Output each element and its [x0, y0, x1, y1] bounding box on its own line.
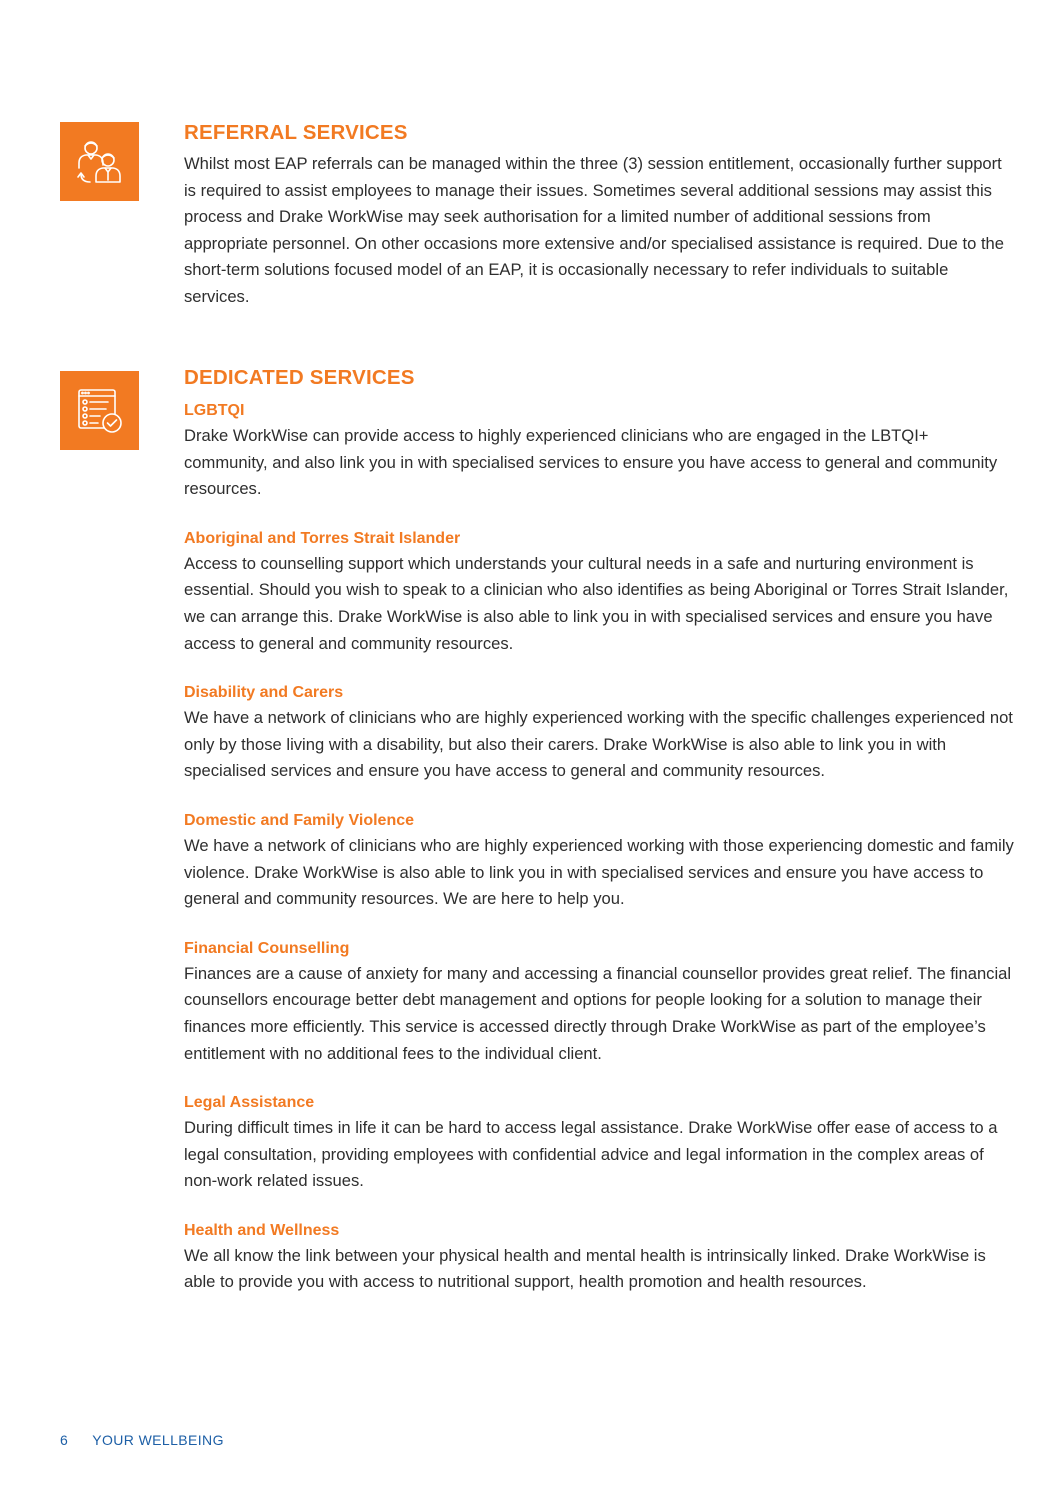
footer-label: YOUR WELLBEING [92, 1432, 224, 1448]
page-number: 6 [60, 1432, 69, 1448]
subsection-body: We have a network of clinicians who are highly experienced working with the specific challenges experienced not only by those living with a disability, but also their carers. Drake WorkWise is also able to link you in with specialised services and ensure you have access to general and community resources. [184, 708, 1013, 781]
subsection-financial [184, 937, 1014, 1067]
referral-services-title: REFERRAL SERVICES [184, 121, 408, 144]
subsection-disability [184, 681, 1014, 785]
subsection-heading: Health and Wellness [184, 1221, 340, 1239]
people-referral-icon [60, 122, 139, 201]
subsection-heading: Disability and Carers [184, 684, 344, 702]
dedicated-services-section [184, 364, 1014, 1296]
subsection-body: We all know the link between your physical health and mental health is intrinsically linked. Drake WorkWise is able to provide you with access to nutritional support, health promotion and health resources. [184, 1245, 986, 1292]
subsection-body: Drake WorkWise can provide access to highly experienced clinicians who are engaged in the LBTQI+ community, and also link you in with specialised services to ensure you have access to general and community resources. [184, 426, 998, 499]
subsection-heading: Financial Counselling [184, 939, 350, 957]
dedicated-services-title: DEDICATED SERVICES [184, 366, 415, 389]
subsection-body: During difficult times in life it can be hard to access legal assistance. Drake WorkWise offer ease of access to a legal consultation, providing employees with confidential advice and legal information in the complex areas of non-work related issues. [184, 1118, 998, 1191]
subsection-body: We have a network of clinicians who are highly experienced working with those experiencing domestic and family violence. Drake WorkWise is also able to link you in with specialised services and ensure you have access to general and community resources. We are here to help you. [184, 835, 1014, 909]
subsection-lgbtqi [184, 399, 1014, 503]
subsection-health [184, 1219, 1014, 1296]
page-footer [60, 1432, 224, 1448]
subsection-body: Finances are a cause of anxiety for many and accessing a financial counsellor provides great relief. The financial counsellors encourage better debt management and options for people looking for a solution to manage their finances more efficiently. This service is accessed directly through Drake WorkWise as part of the employee’s entitlement with no additional fees to the individual client. [184, 963, 1012, 1063]
subsection-heading: Legal Assistance [184, 1094, 315, 1112]
subsection-aboriginal [184, 527, 1014, 657]
subsection-legal [184, 1091, 1014, 1195]
subsection-domestic-violence [184, 809, 1014, 913]
checklist-icon [60, 371, 139, 450]
referral-services-section [184, 119, 1014, 311]
subsection-body: Access to counselling support which understands your cultural needs in a safe and nurturing environment is essential. Should you wish to speak to a clinician who also identifies as being Aboriginal or Torres Strait Islander, we can arrange this. Drake WorkWise is also able to link you in with specialised services and ensure you have access to general and community resources. [184, 553, 1009, 653]
subsection-heading: Aboriginal and Torres Strait Islander [184, 529, 461, 547]
subsection-heading: Domestic and Family Violence [184, 811, 415, 829]
subsection-heading: LGBTQI [184, 402, 245, 419]
referral-services-body: Whilst most EAP referrals can be managed within the three (3) session entitlement, occasionally further support is required to assist employees to manage their issues. Sometimes several additional sessions may assist this process and Drake WorkWise may seek authorisation for a limited number of additional sessions from appropriate personnel. On other occasions more extensive and/or specialised assistance is required. Due to the short-term solutions focused model of an EAP, it is occasionally necessary to refer individuals to suitable services. [184, 154, 1005, 306]
